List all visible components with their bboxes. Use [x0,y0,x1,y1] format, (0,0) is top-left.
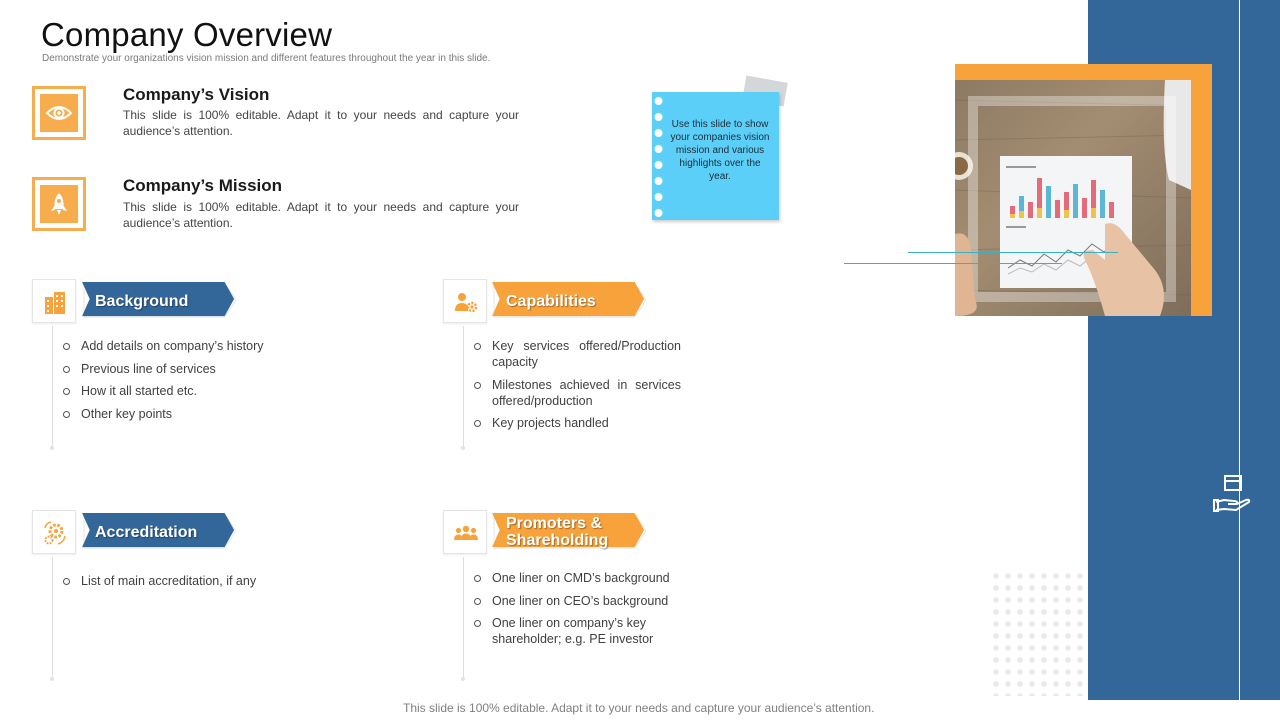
mission-icon-box [32,177,86,231]
background-timeline [52,326,53,447]
capabilities-icon-box [443,279,487,323]
hand-box-icon [1212,474,1254,514]
promoters-label-line2: Shareholding [506,532,609,549]
capabilities-timeline [463,326,464,447]
list-item: How it all started etc. [62,383,292,399]
list-item: List of main accreditation, if any [62,573,292,589]
list-item: One liner on CMD’s background [473,570,683,586]
group-icon [453,520,479,546]
promoters-list [473,570,683,654]
dot-pattern [990,570,1088,696]
list-item: Other key points [62,406,292,422]
note-text: Use this slide to show your companies vision mission and various highlights over the year. [670,119,770,182]
eye-icon [45,99,73,127]
promoters-timeline-dot [461,677,465,681]
accreditation-list [62,573,292,596]
vision-icon-box [32,86,86,140]
vision-heading: Company’s Vision [123,85,270,104]
footer-text: This slide is 100% editable. Adapt it to your needs and capture your audience’s attention. [403,701,875,715]
page-title: Company Overview [41,16,333,53]
list-item: Add details on company’s history [62,338,292,354]
note-holes [654,96,663,218]
accreditation-timeline [52,557,53,679]
list-item: One liner on CEO’s background [473,593,683,609]
gears-icon [42,520,68,546]
background-timeline-dot [50,446,54,450]
accent-line-2 [844,263,1062,264]
user-gear-icon [453,289,479,315]
accreditation-label: Accreditation [95,524,198,541]
background-icon-box [32,279,76,323]
mission-text: This slide is 100% editable. Adapt it to your needs and capture your audience’s attention. [123,200,519,230]
background-list [62,338,292,428]
promoters-label-line1: Promoters & [506,515,603,532]
capabilities-list [473,338,681,438]
promoters-label [506,515,608,549]
accent-line-1 [908,252,1118,253]
accreditation-timeline-dot [50,677,54,681]
list-item: Milestones achieved in services offered/production [473,377,681,409]
promoters-timeline [463,557,464,679]
list-item: Key services offered/Production capacity [473,338,681,370]
list-item: Previous line of services [62,361,292,377]
capabilities-label: Capabilities [506,293,596,310]
building-icon [42,289,68,315]
list-item: Key projects handled [473,415,681,431]
rocket-icon [45,190,73,218]
list-item: One liner on company’s key shareholder; e.g. PE investor [473,615,683,647]
vision-text: This slide is 100% editable. Adapt it to your needs and capture your audience’s attention. [123,108,519,138]
promoters-icon-box [443,510,487,554]
background-label: Background [95,293,189,310]
page-subtitle: Demonstrate your organizations vision mission and different features throughout the year in this slide. [42,53,491,64]
band-divider-line [1239,0,1240,720]
capabilities-timeline-dot [461,446,465,450]
accreditation-icon-box [32,510,76,554]
mission-heading: Company’s Mission [123,176,283,195]
